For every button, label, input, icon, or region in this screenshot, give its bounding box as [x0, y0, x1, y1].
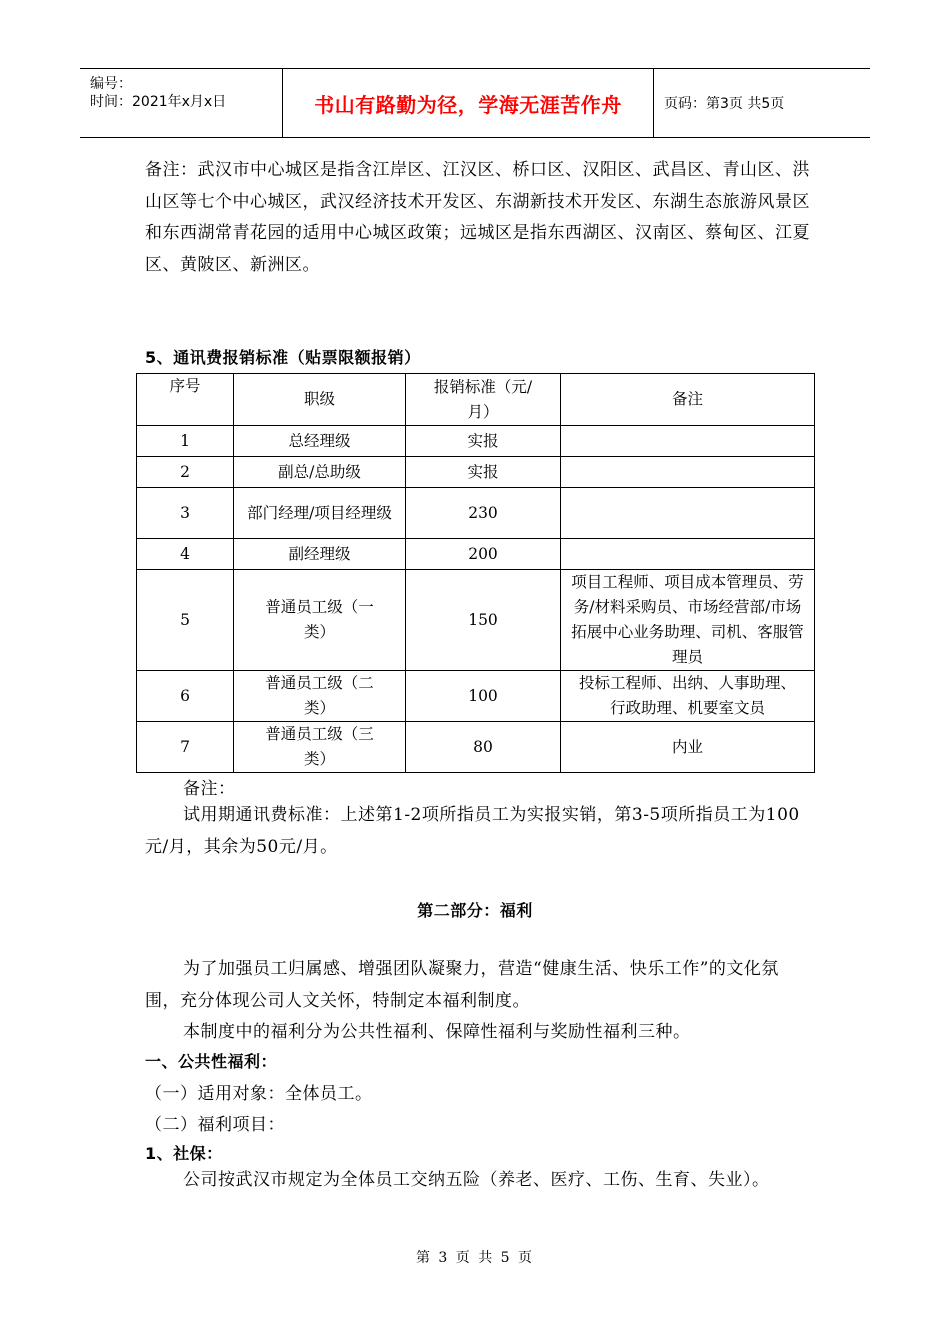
row-remark	[561, 488, 815, 539]
welfare-intro-paragraph: 为了加强员工归属感、增强团队凝聚力，营造“健康生活、快乐工作”的文化氛围，充分体现公司人文关怀，特制定本福利制度。	[145, 959, 779, 1011]
district-note: 备注：武汉市中心城区是指含江岸区、江汉区、桥口区、汉阳区、武昌区、青山区、洪山区等七个中心城区，武汉经济技术开发区、东湖新技术开发区、东湖生态旅游风景区和东西湖常青花园的适用中心城区政策；远城区是指东西湖区、汉南区、蔡甸区、江夏区、黄陂区、新洲区。	[145, 160, 810, 275]
row-standard: 230	[406, 488, 561, 539]
row-remark	[561, 457, 815, 488]
row-level: 部门经理/项目经理级	[234, 488, 406, 539]
row-standard: 100	[406, 671, 561, 722]
row-level: 副经理级	[234, 539, 406, 570]
row-remark	[561, 539, 815, 570]
header-motto: 书山有路勤为径，学海无涯苦作舟	[283, 69, 654, 137]
row-no: 2	[137, 457, 234, 488]
row-no: 5	[137, 570, 234, 671]
table-row	[137, 539, 815, 570]
public-welfare-title: 一、公共性福利：	[145, 1052, 278, 1071]
page-header	[80, 68, 870, 138]
row-level: 副总/总助级	[234, 457, 406, 488]
row-level: 普通员工级（一类）	[234, 570, 406, 671]
table-header-row	[137, 374, 815, 426]
row-level: 普通员工级（二类）	[234, 671, 406, 722]
table-row	[137, 671, 815, 722]
welfare-types-paragraph: 本制度中的福利分为公共性福利、保障性福利与奖励性福利三种。	[183, 1022, 691, 1042]
social-insurance-title: 1、社保：	[145, 1144, 223, 1163]
doc-time-label: 时间：2021年x月x日	[90, 94, 227, 110]
row-no: 1	[137, 426, 234, 457]
row-no: 7	[137, 722, 234, 773]
row-remark: 项目工程师、项目成本管理员、劳务/材料采购员、市场经营部/市场拓展中心业务助理、司机、客服管理员	[561, 570, 815, 671]
row-level: 总经理级	[234, 426, 406, 457]
row-standard: 80	[406, 722, 561, 773]
row-no: 4	[137, 539, 234, 570]
header-level: 职级	[234, 374, 406, 426]
trial-period-note: 试用期通讯费标准：上述第1-2项所指员工为实报实销，第3-5项所指员工为100元/月，其余为50元/月。	[145, 805, 800, 857]
row-standard: 实报	[406, 457, 561, 488]
header-standard: 报销标准（元/月）	[406, 374, 561, 426]
row-no: 3	[137, 488, 234, 539]
social-insurance-text: 公司按武汉市规定为全体员工交纳五险（养老、医疗、工伤、生育、失业）。	[183, 1170, 770, 1190]
page-footer: 第 3 页 共 5 页	[415, 1250, 535, 1266]
header-no: 序号	[137, 374, 234, 426]
table-row	[137, 457, 815, 488]
table-row	[137, 426, 815, 457]
header-info	[80, 69, 283, 137]
header-remark: 备注	[561, 374, 815, 426]
row-standard: 150	[406, 570, 561, 671]
doc-code-label: 编号：	[90, 76, 132, 92]
header-page-number: 页码：第3页 共5页	[664, 96, 785, 112]
part-two-title: 第二部分：福利	[417, 901, 533, 920]
row-remark	[561, 426, 815, 457]
table-row	[137, 722, 815, 773]
row-standard: 实报	[406, 426, 561, 457]
table-row	[137, 570, 815, 671]
row-remark: 投标工程师、出纳、人事助理、行政助理、机要室文员	[561, 671, 815, 722]
welfare-items-label: （二）福利项目：	[145, 1115, 285, 1135]
row-no: 6	[137, 671, 234, 722]
row-level: 普通员工级（三类）	[234, 722, 406, 773]
table-row	[137, 488, 815, 539]
communication-fee-table	[136, 373, 815, 773]
applicable-staff: （一）适用对象：全体员工。	[145, 1084, 373, 1104]
row-standard: 200	[406, 539, 561, 570]
section-title-communication-fee: 5、通讯费报销标准（贴票限额报销）	[145, 348, 421, 367]
note-label: 备注：	[183, 779, 236, 799]
row-remark: 内业	[561, 722, 815, 773]
